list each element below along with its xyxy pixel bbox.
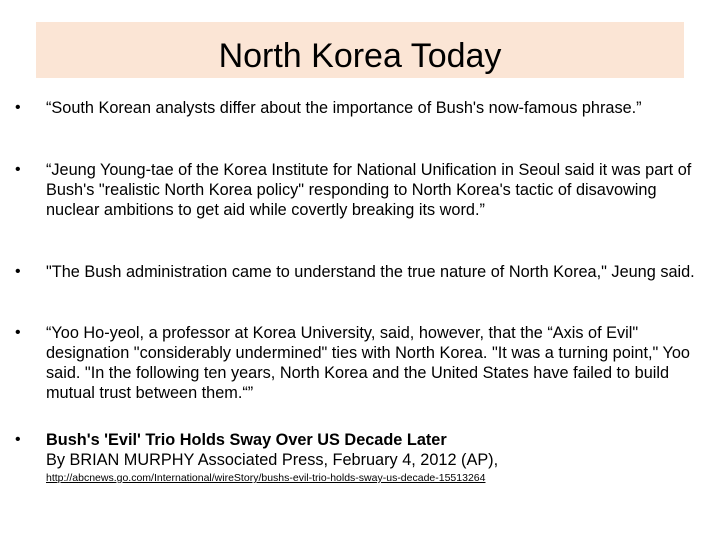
bullet-glyph: • (15, 431, 21, 448)
bullet-glyph: • (15, 263, 21, 280)
source-headline: Bush's 'Evil' Trio Holds Sway Over US Decade Later (46, 431, 447, 449)
bullet-text: “South Korean analysts differ about the importance of Bush's now-famous phrase.” (46, 99, 642, 117)
bullet-glyph: • (15, 324, 21, 341)
bullet-glyph: • (15, 161, 21, 178)
source-byline: By BRIAN MURPHY Associated Press, February 4, 2012 (AP), (46, 451, 499, 469)
bullet-text: “Yoo Ho-yeol, a professor at Korea University, said, however, that the “Axis of Evil" designation "considerably undermined" ties with North Korea. "It was a turning point," Yoo said. "In the following ten years, North Korea and the United States have failed to build mutual trust between them.“” (46, 324, 690, 402)
source-citation (46, 430, 706, 485)
bullet-text: “Jeung Young-tae of the Korea Institute for National Unification in Seoul said it was part of Bush's "realistic North Korea policy" responding to North Korea's tactic of disavowing nuclear ambitions to get aid while covertly breaking its word.” (46, 161, 692, 219)
bullet-text: "The Bush administration came to understand the true nature of North Korea," Jeung said. (46, 263, 695, 281)
slide-title: North Korea Today (218, 37, 502, 75)
bullet-glyph: • (15, 99, 21, 116)
source-link[interactable]: http://abcnews.go.com/International/wireStory/bushs-evil-trio-holds-sway-us-decade-15513264 (46, 472, 486, 484)
